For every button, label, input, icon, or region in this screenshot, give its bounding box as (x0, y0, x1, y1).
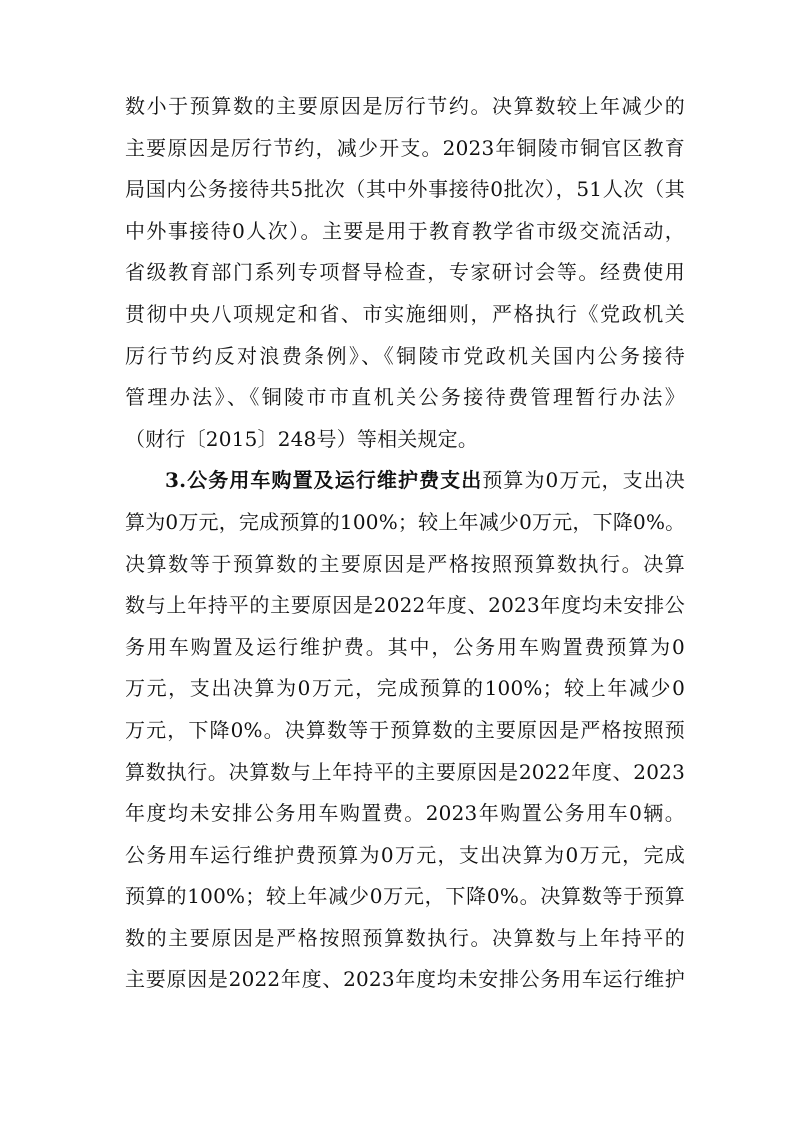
body-text (125, 86, 685, 1001)
text-line: 数小于预算数的主要原因是厉行节约。决算数较上年减少的 (125, 94, 685, 118)
paragraph-first-line (125, 460, 685, 502)
text-line: （财行〔2015〕248号）等相关规定。 (125, 426, 479, 451)
text-line: 局国内公务接待共5批次（其中外事接待0批次），51人次（其 (125, 177, 685, 202)
paragraph-reception-expenses (125, 86, 685, 460)
text-line: 中外事接待0人次）。主要是用于教育教学省市级交流活动， (125, 218, 685, 243)
text-line: 管理办法》、《铜陵市市直机关公务接待费管理暂行办法》 (125, 385, 685, 410)
text-line: 年度均未安排公务用车购置费。2023年购置公务用车0辆。 (125, 801, 685, 826)
text-line: 贯彻中央八项规定和省、市实施细则，严格执行《党政机关 (125, 301, 685, 326)
paragraph-vehicle-expenses (125, 460, 685, 1001)
text-line: 务用车购置及运行维护费。其中，公务用车购置费预算为0 (125, 634, 685, 659)
section-heading: 3.公务用车购置及运行维护费支出 (165, 468, 483, 493)
text-run: 预算为0万元，支出决 (482, 468, 685, 493)
text-line: 决算数等于预算数的主要原因是严格按照预算数执行。决算 (125, 551, 685, 576)
text-line: 数的主要原因是严格按照预算数执行。决算数与上年持平的 (125, 925, 685, 950)
text-line: 省级教育部门系列专项督导检查，专家研讨会等。经费使用 (125, 260, 685, 285)
text-line: 主要原因是2022年度、2023年度均未安排公务用车运行维护 (125, 967, 685, 992)
text-line: 万元，下降0%。决算数等于预算数的主要原因是严格按照预 (125, 717, 685, 742)
text-line: 算为0万元，完成预算的100%；较上年减少0万元，下降0%。 (125, 509, 686, 534)
text-line: 预算的100%；较上年减少0万元，下降0%。决算数等于预算 (125, 884, 685, 909)
text-line: 算数执行。决算数与上年持平的主要原因是2022年度、2023 (125, 759, 685, 784)
text-line: 公务用车运行维护费预算为0万元，支出决算为0万元，完成 (125, 842, 685, 867)
text-line: 万元，支出决算为0万元，完成预算的100%；较上年减少0 (125, 676, 685, 701)
text-line: 数与上年持平的主要原因是2022年度、2023年度均未安排公 (125, 593, 685, 618)
text-line: 厉行节约反对浪费条例》、《铜陵市党政机关国内公务接待 (125, 343, 685, 368)
text-line: 主要原因是厉行节约，减少开支。2023年铜陵市铜官区教育 (125, 135, 685, 160)
